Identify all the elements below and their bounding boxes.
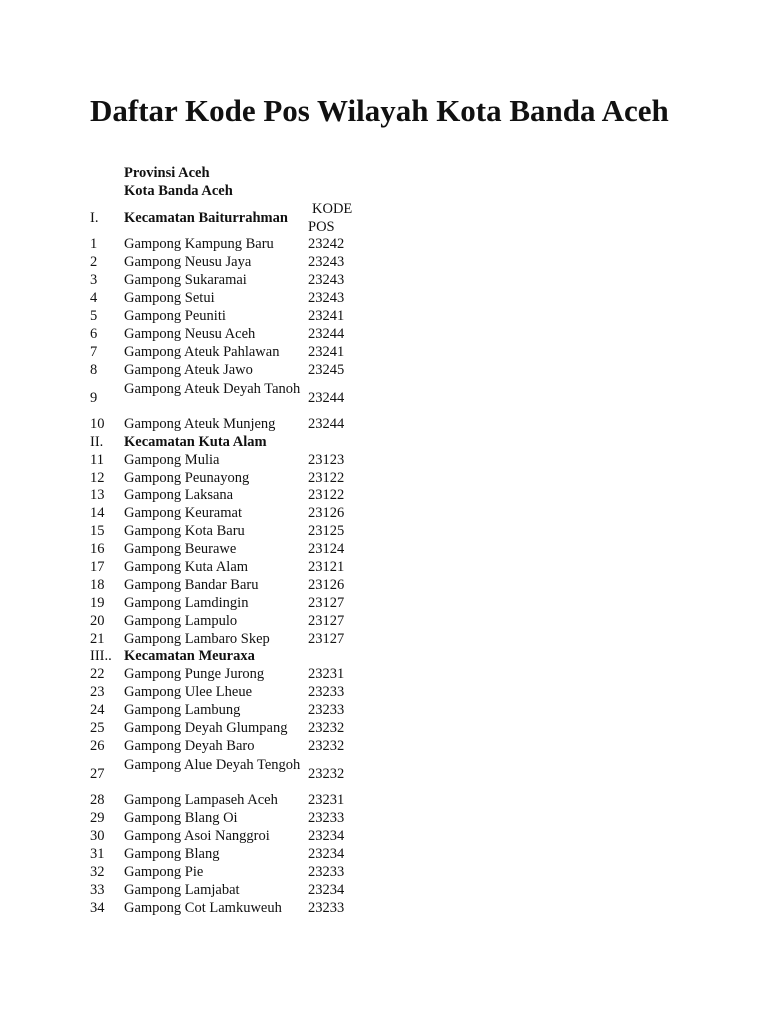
row-number: 22 <box>90 666 105 683</box>
row-number: 24 <box>90 702 105 719</box>
row-number: 6 <box>90 325 98 342</box>
table-row <box>0 326 768 344</box>
row-number: 4 <box>90 290 98 307</box>
postal-code: 23233 <box>308 684 345 701</box>
postal-code: 23244 <box>308 415 345 432</box>
postal-code: 23233 <box>308 899 345 916</box>
village-name: Gampong Ateuk Pahlawan <box>124 343 280 360</box>
postal-code: 23241 <box>308 307 345 324</box>
row-number: 7 <box>90 343 98 360</box>
postal-code: 23244 <box>308 389 345 406</box>
postal-code: 23242 <box>308 236 345 253</box>
postal-code: 23232 <box>308 720 345 737</box>
village-name: Gampong Kota Baru <box>124 523 245 540</box>
village-name: Gampong Deyah Glumpang <box>124 720 288 737</box>
postal-code: 23122 <box>308 487 345 504</box>
village-name: Gampong Deyah Baro <box>124 737 255 754</box>
row-number: 29 <box>90 810 105 827</box>
postal-code: 23243 <box>308 272 345 289</box>
table-row <box>0 523 768 541</box>
table-row <box>0 846 768 864</box>
postal-code: 23232 <box>308 765 345 782</box>
postal-code: 23126 <box>308 576 345 593</box>
postal-code: 23233 <box>308 702 345 719</box>
village-name: Gampong Setui <box>124 290 215 307</box>
district-header-row <box>0 200 768 236</box>
row-number: 15 <box>90 523 105 540</box>
table-row <box>0 702 768 720</box>
table-row <box>0 290 768 308</box>
table-row <box>0 792 768 810</box>
table-row <box>0 882 768 900</box>
table-row <box>0 810 768 828</box>
postal-code: 23233 <box>308 863 345 880</box>
table-row <box>0 595 768 613</box>
village-name: Gampong Lamdingin <box>124 594 249 611</box>
village-name: Gampong Lampulo <box>124 612 238 629</box>
table-row <box>0 272 768 290</box>
row-number: 17 <box>90 559 105 576</box>
row-number: 20 <box>90 612 105 629</box>
village-name: Gampong Neusu Jaya <box>124 254 252 271</box>
table-row <box>0 362 768 380</box>
postal-code: 23231 <box>308 792 345 809</box>
province-label: Provinsi Aceh <box>124 165 210 181</box>
village-name: Gampong Beurawe <box>124 541 237 558</box>
village-name: Gampong Punge Jurong <box>124 666 265 683</box>
table-row <box>0 236 768 254</box>
row-number: 1 <box>90 236 98 253</box>
village-name: Gampong Lamjabat <box>124 881 240 898</box>
village-name: Gampong Neusu Aceh <box>124 325 256 342</box>
postal-code: 23234 <box>308 845 345 862</box>
village-name: Gampong Sukaramai <box>124 272 247 289</box>
village-name: Gampong Kampung Baru <box>124 236 274 253</box>
table-row <box>0 559 768 577</box>
village-name: Gampong Alue Deyah Tengoh <box>124 756 301 773</box>
table-row <box>0 684 768 702</box>
table-row <box>0 828 768 846</box>
postal-code: 23122 <box>308 469 345 486</box>
row-number: 2 <box>90 254 98 271</box>
row-number: 31 <box>90 845 105 862</box>
postal-code: 23234 <box>308 828 345 844</box>
village-name: Gampong Peuniti <box>124 307 226 324</box>
postal-code: 23244 <box>308 325 345 342</box>
row-number: 12 <box>90 469 105 486</box>
village-name: Gampong Keuramat <box>124 505 242 522</box>
postal-code: 23124 <box>308 541 345 558</box>
row-number: II. <box>90 433 104 450</box>
row-number: 14 <box>90 505 105 522</box>
table-row <box>0 666 768 684</box>
postal-code: 23127 <box>308 630 345 647</box>
village-name: Gampong Blang <box>124 845 220 862</box>
table-row <box>0 738 768 756</box>
row-number: 32 <box>90 863 105 880</box>
column-header-line2: POS <box>308 219 335 236</box>
district-name: Kecamatan Baiturrahman <box>124 210 288 226</box>
page-title: Daftar Kode Pos Wilayah Kota Banda Aceh <box>90 93 669 128</box>
postal-code: 23241 <box>308 343 345 360</box>
postal-code: 23245 <box>308 361 345 378</box>
village-name: Gampong Lampaseh Aceh <box>124 792 278 809</box>
village-name: Gampong Blang Oi <box>124 810 238 827</box>
postal-code: 23125 <box>308 523 345 540</box>
postal-code: 23243 <box>308 290 345 307</box>
table-row <box>0 344 768 362</box>
row-number: 25 <box>90 720 105 737</box>
postal-code: 23126 <box>308 505 345 522</box>
row-number: 19 <box>90 594 105 611</box>
postal-code-table <box>0 200 768 917</box>
village-name: Gampong Kuta Alam <box>124 559 249 576</box>
table-row <box>0 541 768 559</box>
table-row <box>0 416 768 434</box>
village-name: Gampong Laksana <box>124 487 234 504</box>
village-name: Gampong Ateuk Munjeng <box>124 415 276 432</box>
village-name: Gampong Ateuk Deyah Tanoh <box>124 380 301 397</box>
table-row <box>0 380 768 416</box>
table-row <box>0 308 768 326</box>
village-name: Gampong Bandar Baru <box>124 576 259 593</box>
district-header-row <box>0 434 768 452</box>
column-header-line1: KODE <box>312 201 353 217</box>
village-name: Gampong Mulia <box>124 451 220 468</box>
row-number: 11 <box>90 451 104 468</box>
village-name: Gampong Lambaro Skep <box>124 630 270 647</box>
postal-code: 23231 <box>308 666 345 683</box>
postal-code: 23233 <box>308 810 345 827</box>
postal-code: 23243 <box>308 254 345 271</box>
row-number: 13 <box>90 487 105 504</box>
table-row <box>0 452 768 470</box>
table-row <box>0 631 768 649</box>
district-name: Kecamatan Kuta Alam <box>124 433 267 450</box>
postal-code: 23121 <box>308 559 345 576</box>
postal-code: 23234 <box>308 881 345 898</box>
postal-code-column-header <box>308 200 352 236</box>
table-row <box>0 613 768 631</box>
village-name: Gampong Pie <box>124 863 204 880</box>
row-number: III.. <box>90 648 112 665</box>
row-number: 10 <box>90 415 105 432</box>
village-name: Gampong Cot Lamkuweuh <box>124 899 282 916</box>
table-row <box>0 577 768 595</box>
village-name: Gampong Peunayong <box>124 469 250 486</box>
row-number: 16 <box>90 541 105 558</box>
city-label: Kota Banda Aceh <box>124 183 233 199</box>
row-number: 34 <box>90 899 105 916</box>
postal-code: 23232 <box>308 737 345 754</box>
table-row <box>0 254 768 272</box>
row-number: 23 <box>90 684 105 701</box>
village-name: Gampong Asoi Nanggroi <box>124 828 270 844</box>
row-number: 21 <box>90 630 105 647</box>
village-name: Gampong Lambung <box>124 702 241 719</box>
district-header-row <box>0 648 768 666</box>
postal-code: 23127 <box>308 594 345 611</box>
row-number: 30 <box>90 828 105 844</box>
table-row <box>0 864 768 882</box>
row-number: 33 <box>90 881 105 898</box>
table-row <box>0 470 768 488</box>
table-row <box>0 720 768 738</box>
district-name: Kecamatan Meuraxa <box>124 648 255 665</box>
row-number: 18 <box>90 576 105 593</box>
village-name: Gampong Ulee Lheue <box>124 684 253 701</box>
postal-code: 23127 <box>308 612 345 629</box>
row-number: 28 <box>90 792 105 809</box>
row-number: I. <box>90 210 99 226</box>
table-row <box>0 505 768 523</box>
row-number: 26 <box>90 737 105 754</box>
table-row <box>0 900 768 918</box>
row-number: 3 <box>90 272 98 289</box>
table-row <box>0 756 768 792</box>
row-number: 8 <box>90 361 98 378</box>
row-number: 9 <box>90 389 98 406</box>
row-number: 5 <box>90 307 98 324</box>
village-name: Gampong Ateuk Jawo <box>124 361 253 378</box>
table-row <box>0 487 768 505</box>
postal-code: 23123 <box>308 451 345 468</box>
row-number: 27 <box>90 765 105 782</box>
